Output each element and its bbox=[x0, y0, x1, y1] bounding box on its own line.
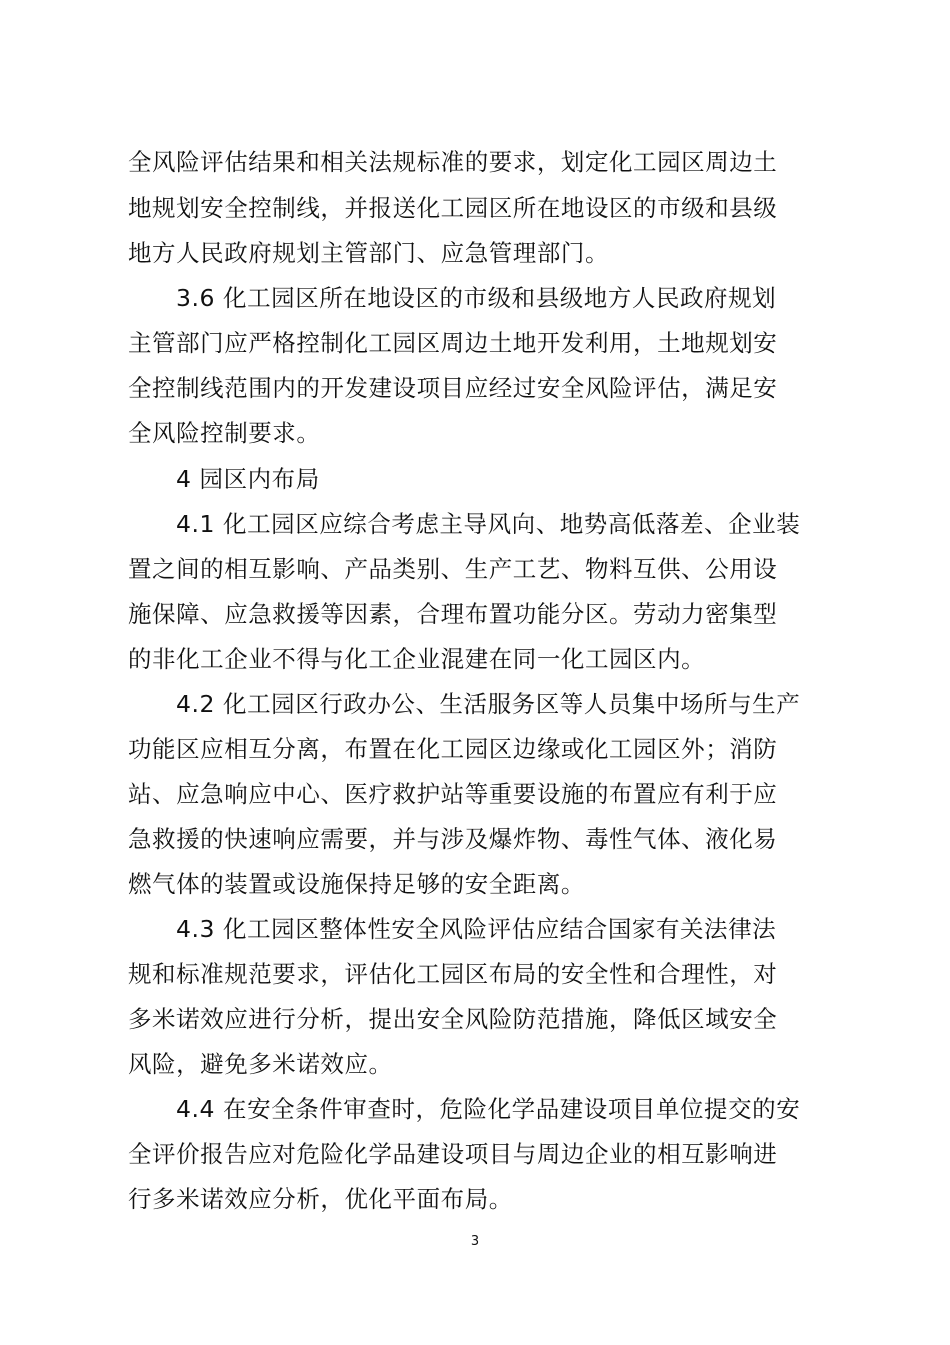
text-line: 全评价报告应对危险化学品建设项目与周边企业的相互影响进 bbox=[128, 1140, 778, 1168]
text-line: 功能区应相互分离，布置在化工园区边缘或化工园区外；消防 bbox=[128, 735, 778, 763]
text-line: 多米诺效应进行分析，提出安全风险防范措施，降低区域安全 bbox=[128, 1005, 778, 1033]
section-4-4-first-line: 4.4 在安全条件审查时，危险化学品建设项目单位提交的安 bbox=[176, 1095, 801, 1123]
text-line: 风险，避免多米诺效应。 bbox=[128, 1050, 393, 1078]
text-line: 燃气体的装置或设施保持足够的安全距离。 bbox=[128, 870, 585, 898]
page-number: 3 bbox=[470, 1234, 480, 1249]
text-line: 主管部门应严格控制化工园区周边土地开发利用，土地规划安 bbox=[128, 329, 778, 357]
text-line: 地方人民政府规划主管部门、应急管理部门。 bbox=[128, 239, 609, 267]
text-line: 全风险控制要求。 bbox=[128, 419, 321, 447]
section-4-heading: 4 园区内布局 bbox=[176, 465, 320, 493]
section-4-1-first-line: 4.1 化工园区应综合考虑主导风向、地势高低落差、企业装 bbox=[176, 510, 801, 538]
text-line: 置之间的相互影响、产品类别、生产工艺、物料互供、公用设 bbox=[128, 555, 778, 583]
text-line: 地规划安全控制线，并报送化工园区所在地设区的市级和县级 bbox=[128, 194, 778, 222]
text-line: 急救援的快速响应需要，并与涉及爆炸物、毒性气体、液化易 bbox=[128, 825, 778, 853]
text-line: 行多米诺效应分析，优化平面布局。 bbox=[128, 1185, 513, 1213]
text-line: 全风险评估结果和相关法规标准的要求，划定化工园区周边土 bbox=[128, 148, 778, 176]
text-line: 规和标准规范要求，评估化工园区布局的安全性和合理性，对 bbox=[128, 960, 778, 988]
section-4-2-first-line: 4.2 化工园区行政办公、生活服务区等人员集中场所与生产 bbox=[176, 690, 801, 718]
text-line: 全控制线范围内的开发建设项目应经过安全风险评估，满足安 bbox=[128, 374, 778, 402]
text-line: 站、应急响应中心、医疗救护站等重要设施的布置应有利于应 bbox=[128, 780, 778, 808]
section-3-6-first-line: 3.6 化工园区所在地设区的市级和县级地方人民政府规划 bbox=[176, 284, 777, 312]
text-line: 施保障、应急救援等因素，合理布置功能分区。劳动力密集型 bbox=[128, 600, 778, 628]
section-4-3-first-line: 4.3 化工园区整体性安全风险评估应结合国家有关法律法 bbox=[176, 915, 777, 943]
text-line: 的非化工企业不得与化工企业混建在同一化工园区内。 bbox=[128, 645, 706, 673]
